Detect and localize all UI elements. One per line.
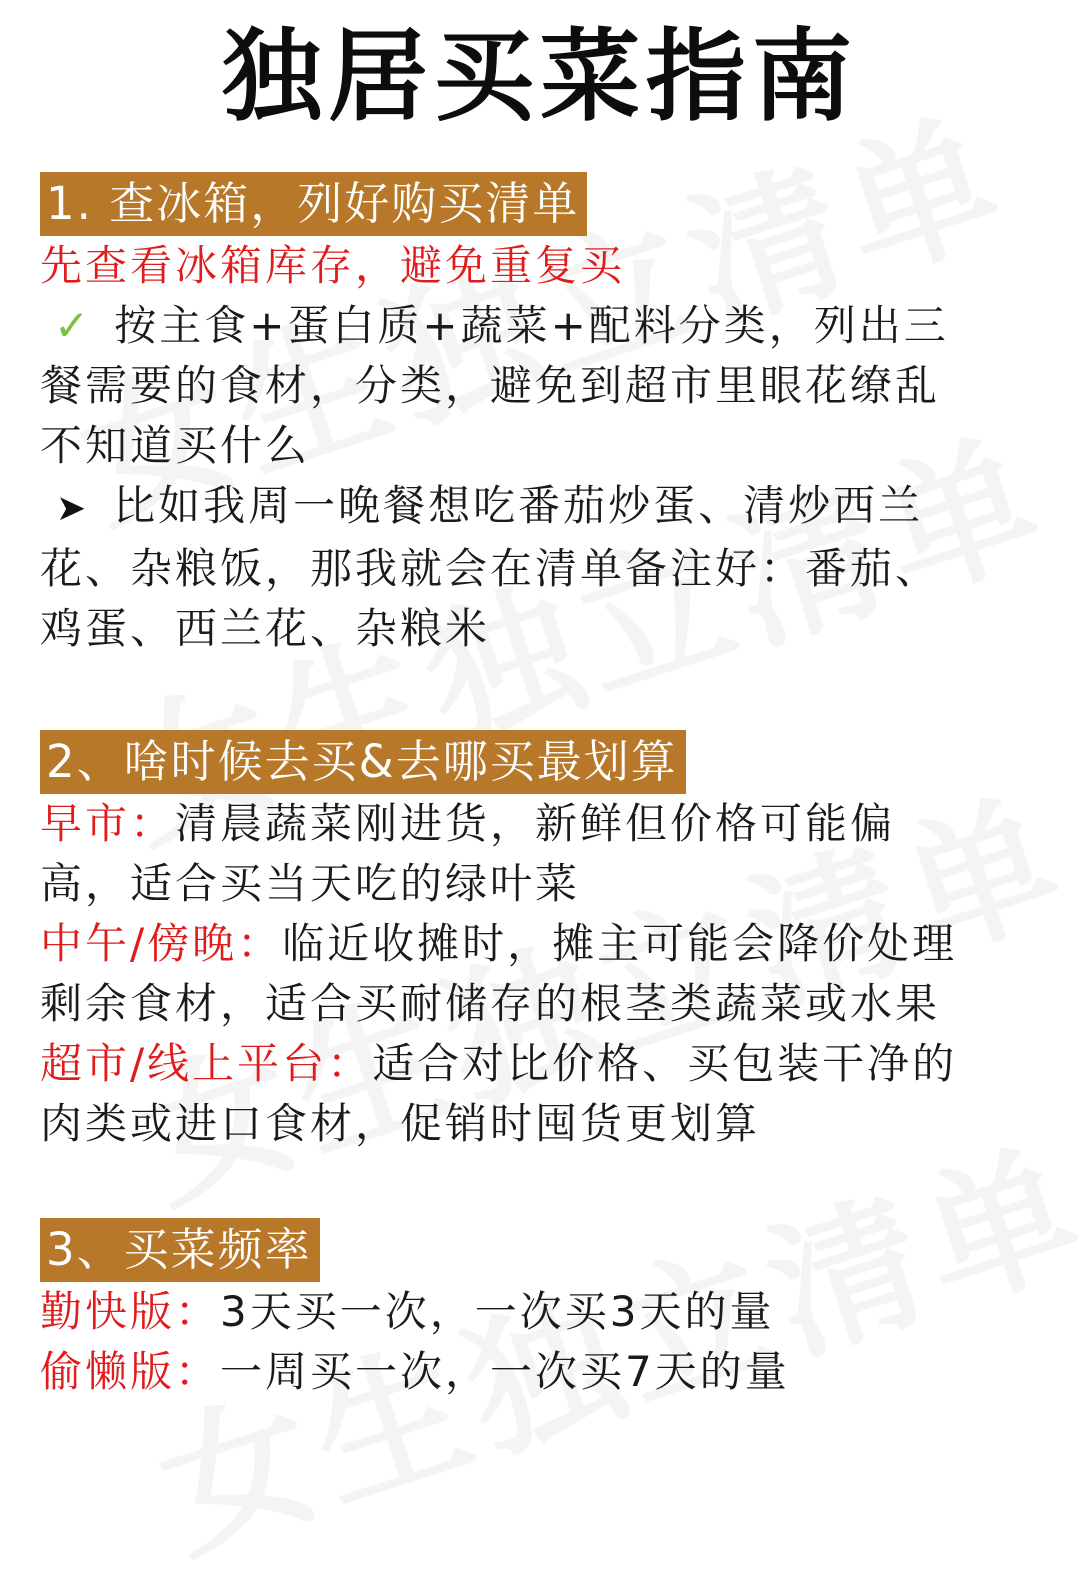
text-line: 3天买一次，一次买3天的量 (220, 1287, 775, 1336)
text-line: 餐需要的食材，分类，避免到超市里眼花缭乱 (40, 361, 941, 410)
page-title: 独居买菜指南 (222, 18, 858, 135)
list-item (40, 794, 1050, 914)
text-line: 剩余食材，适合买耐储存的根茎类蔬菜或水果 (40, 979, 941, 1028)
arrow-right-icon: ➤ (56, 488, 90, 529)
text-line: 比如我周一晚餐想吃番茄炒蛋、清炒西兰 (113, 481, 924, 530)
text-line: 高，适合买当天吃的绿叶菜 (40, 859, 581, 908)
text-line: 一周买一次，一次买7天的量 (220, 1347, 790, 1396)
text-line: 临近收摊时，摊主可能会降价处理 (282, 919, 958, 968)
text-line: 按主食+蛋白质+蔬菜+配料分类，列出三 (114, 301, 949, 350)
list-item (40, 1034, 1050, 1154)
text-line: 肉类或进口食材，促销时囤货更划算 (40, 1099, 761, 1148)
item-label: 超市/线上平台： (40, 1039, 373, 1088)
text-line: 适合对比价格、买包装干净的 (372, 1039, 958, 1088)
section-heading: 3、买菜频率 (40, 1218, 320, 1282)
bullet-point (40, 476, 1050, 539)
text-line: 清晨蔬菜刚进货，新鲜但价格可能偏 (175, 799, 896, 848)
item-label: 偷懒版： (40, 1347, 221, 1396)
section-heading: 2、啥时候去买&去哪买最划算 (40, 730, 686, 794)
list-item (40, 1282, 1050, 1342)
item-label: 勤快版： (40, 1287, 221, 1336)
text-line: 不知道买什么 (40, 421, 311, 470)
section-heading: 1. 查冰箱，列好购买清单 (40, 172, 587, 236)
list-item (40, 1342, 1050, 1402)
checkmark-icon: ✓ (54, 301, 93, 350)
section-when-where (40, 730, 1050, 1154)
text-line: 花、杂粮饭，那我就会在清单备注好：番茄、 (40, 544, 941, 593)
section-frequency (40, 1218, 1050, 1402)
list-item (40, 914, 1050, 1034)
item-label: 中午/傍晚： (40, 919, 283, 968)
bullet-point (40, 296, 1050, 356)
text-line: 鸡蛋、西兰花、杂粮米 (40, 604, 491, 653)
section-fridge-check (40, 172, 1050, 659)
section-subheading: 先查看冰箱库存，避免重复买 (40, 241, 626, 290)
item-label: 早市： (40, 799, 176, 848)
